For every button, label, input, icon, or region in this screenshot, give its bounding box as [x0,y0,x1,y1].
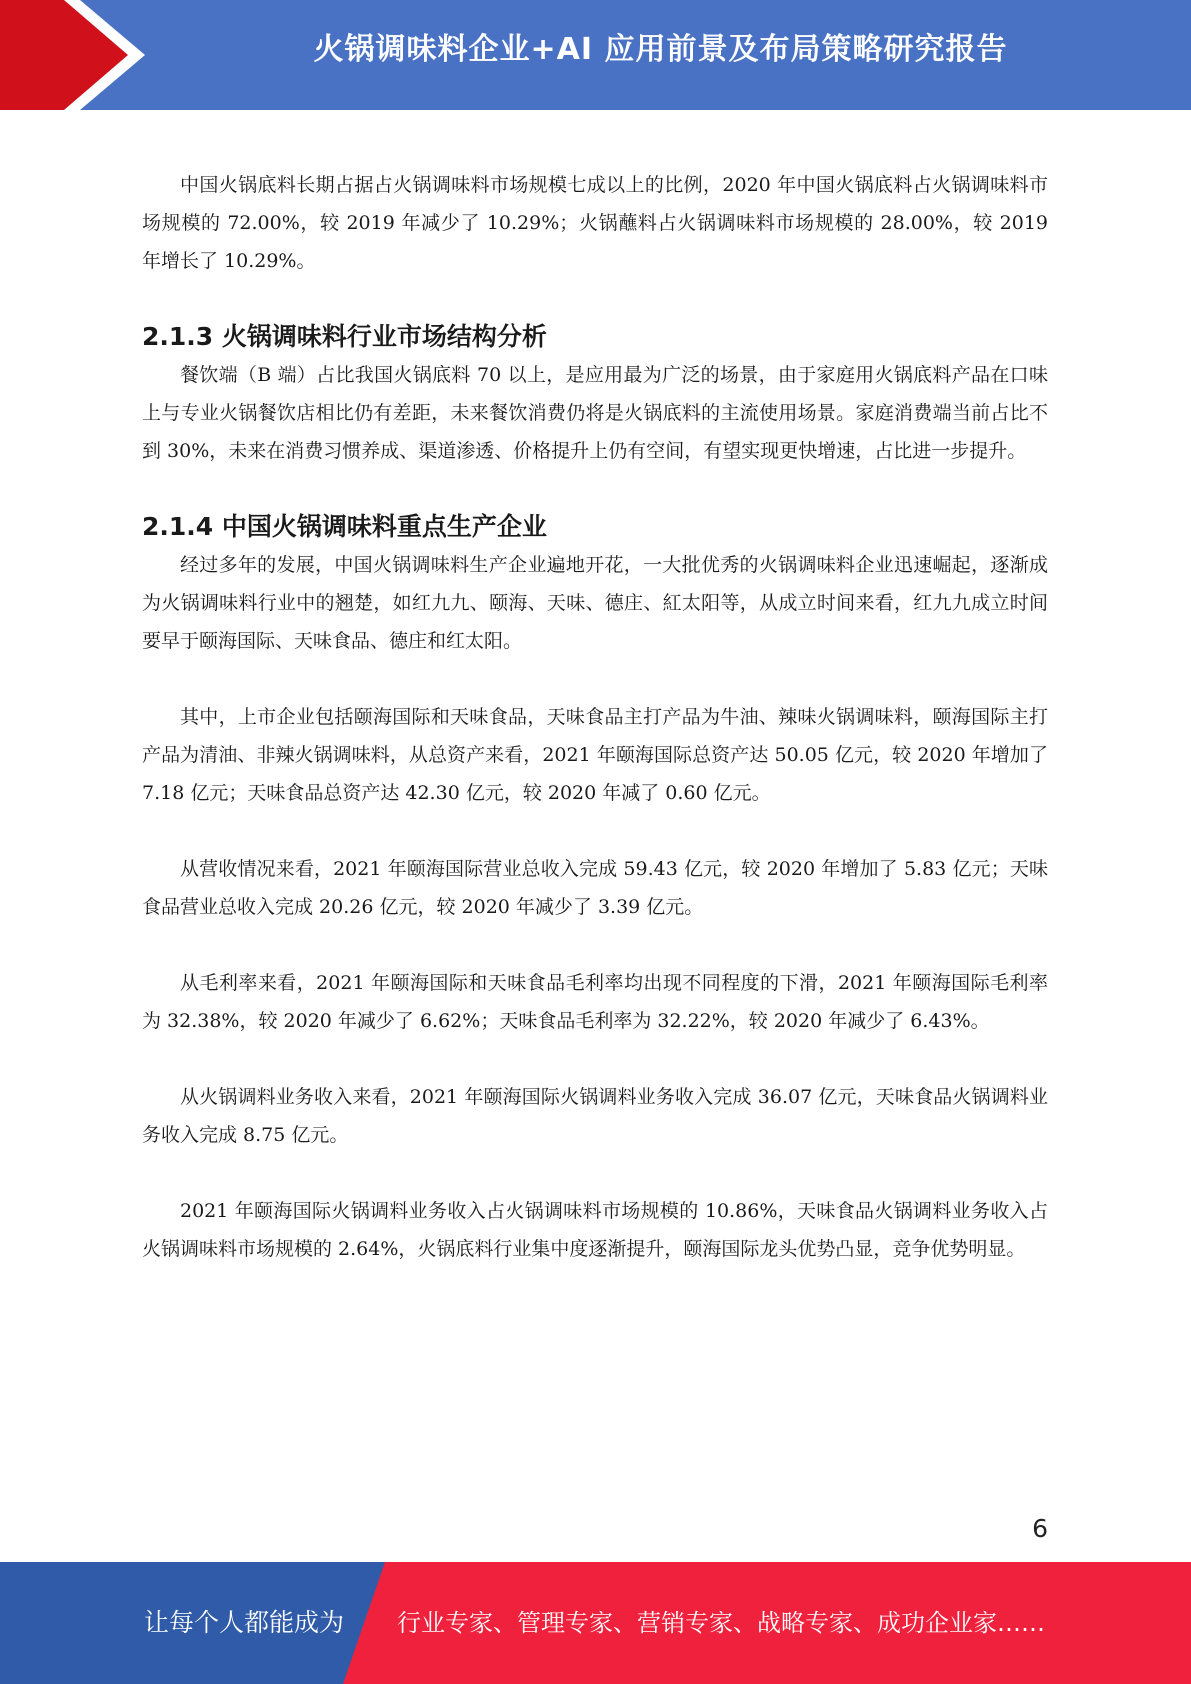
paragraph-market-share: 中国火锅底料长期占据占火锅调味料市场规模七成以上的比例，2020 年中国火锅底料占火锅调味料市场规模的 72.00%，较 2019 年减少了 10.29%；火锅蘸料占火锅调味料市场规模的 28.00%，较 2019 年增长了 10.29%。 [142,174,1048,272]
paragraph-revenue: 从营收情况来看，2021 年颐海国际营业总收入完成 59.43 亿元，较 2020 年增加了 5.83 亿元；天味食品营业总收入完成 20.26 亿元，较 2020 年减少了 3.39 亿元。 [142,858,1048,918]
paragraph-gross-margin: 从毛利率来看，2021 年颐海国际和天味食品毛利率均出现不同程度的下滑，2021 年颐海国际毛利率为 32.38%，较 2020 年减少了 6.62%；天味食品毛利率为 32.22%，较 2020 年减少了 6.43%。 [142,972,1048,1032]
section-heading-2-1-3: 2.1.3 火锅调味料行业市场结构分析 [142,322,547,351]
footer-banner [0,1562,1191,1684]
paragraph-market-structure: 餐饮端（B 端）占比我国火锅底料 70 以上，是应用最为广泛的场景，由于家庭用火锅底料产品在口味上与专业火锅餐饮店相比仍有差距，未来餐饮消费仍将是火锅底料的主流使用场景。家庭消费端当前占比不到 30%，未来在消费习惯养成、渠道渗透、价格提升上仍有空间，有望实现更快增速，占比进一步提升。 [142,364,1048,462]
header-banner [0,0,1191,110]
header-arrow-decoration [0,0,150,110]
footer-slogan-right: 行业专家、管理专家、营销专家、战略专家、成功企业家…… [397,1609,1045,1637]
section-heading-2-1-4: 2.1.4 中国火锅调味料重点生产企业 [142,512,547,541]
footer-slogan-left: 让每个人都能成为 [144,1608,345,1637]
paragraph-total-assets: 其中，上市企业包括颐海国际和天味食品，天味食品主打产品为牛油、辣味火锅调味料，颐海国际主打产品为清油、非辣火锅调味料，从总资产来看，2021 年颐海国际总资产达 50.05 亿元，较 2020 年增加了 7.18 亿元；天味食品总资产达 42.30 亿元，较 2020 年减了 0.60 亿元。 [142,706,1048,804]
paragraph-key-enterprises: 经过多年的发展，中国火锅调味料生产企业遍地开花，一大批优秀的火锅调味料企业迅速崛起，逐渐成为火锅调味料行业中的翘楚，如红九九、颐海、天味、德庄、紅太阳等，从成立时间来看，红九九成立时间要早于颐海国际、天味食品、德庄和红太阳。 [142,554,1048,652]
document-body [142,166,1048,1268]
paragraph-market-concentration: 2021 年颐海国际火锅调料业务收入占火锅调味料市场规模的 10.86%，天味食品火锅调料业务收入占火锅调味料市场规模的 2.64%，火锅底料行业集中度逐渐提升，颐海国际龙头优势凸显，竞争优势明显。 [142,1200,1048,1260]
report-title: 火锅调味料企业+AI 应用前景及布局策略研究报告 [313,32,1008,67]
page-number: 6 [1032,1514,1048,1543]
paragraph-seasoning-revenue: 从火锅调料业务收入来看，2021 年颐海国际火锅调料业务收入完成 36.07 亿元，天味食品火锅调料业务收入完成 8.75 亿元。 [142,1086,1048,1146]
